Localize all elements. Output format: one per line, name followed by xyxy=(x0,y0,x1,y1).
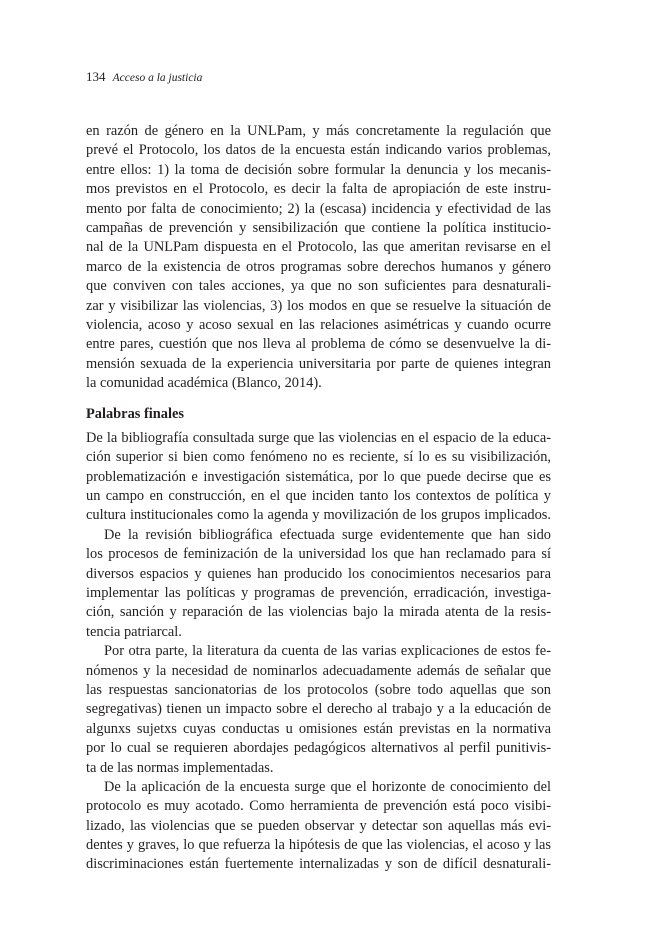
text-line: ción, sanción y reparación de las violencias bajo la mirada atenta de la resis- xyxy=(86,604,551,621)
text-line: De la revisión bibliográfica efectuada surge evidentemente que han sido xyxy=(104,526,551,543)
text-line: por lo cual se requieren abordajes pedagógicos alternativos al perfil punitivis- xyxy=(86,740,551,757)
paragraph-2 xyxy=(86,429,551,526)
text-line: ta de las normas implementadas. xyxy=(86,759,274,776)
text-line: diversos espacios y quienes han producido los conocimientos necesarios para xyxy=(86,565,551,582)
text-line: dentes y graves, lo que refuerza la hipótesis de que las violencias, el acoso y las xyxy=(86,837,551,854)
text-line: cultura institucionales como la agenda y movilización de los grupos implicados. xyxy=(86,507,551,524)
text-line: segregativas) tienen un impacto sobre el derecho al trabajo y a la educación de xyxy=(86,701,551,718)
paragraph-4 xyxy=(86,642,551,778)
text-line: lizado, las violencias que se pueden observar y detectar son aquellas más evi- xyxy=(86,817,551,834)
text-line: la comunidad académica (Blanco, 2014). xyxy=(86,375,322,392)
paragraph-5 xyxy=(86,778,551,875)
text-line: campañas de prevención y sensibilización que contiene la política institucio- xyxy=(86,219,551,236)
text-line: las respuestas sancionatorias de los protocolos (sobre todo aquellas que son xyxy=(86,681,551,698)
text-line: tencia patriarcal. xyxy=(86,623,182,640)
text-line: en razón de género en la UNLPam, y más concretamente la regulación que xyxy=(86,123,551,139)
text-line: nal de la UNLPam dispuesta en el Protocolo, las que ameritan revisarse en el xyxy=(86,239,551,256)
text-line: un campo en construcción, en el que inciden tanto los contextos de política y xyxy=(86,488,551,505)
text-line: discriminaciones están fuertemente internalizadas y son de difícil desnaturali- xyxy=(86,856,551,873)
text-line: implementar las políticas y programas de prevención, erradicación, investiga- xyxy=(86,584,551,601)
running-header xyxy=(86,69,202,86)
body-text xyxy=(86,122,551,875)
text-line: prevé el Protocolo, los datos de la encuesta están indicando varios problemas, xyxy=(86,142,551,159)
text-line: ción superior si bien como fenómeno no es reciente, sí lo es su visibilización, xyxy=(86,449,551,466)
running-title: Acceso a la justicia xyxy=(112,72,203,84)
paragraph-3 xyxy=(86,526,551,642)
text-line: algunxs sujetxs cuyas conductas u omisiones están previstas en la normativa xyxy=(86,720,551,737)
text-line: que conviven con tales acciones, ya que no son suficientes para desnaturali- xyxy=(86,278,551,295)
paragraph-1 xyxy=(86,122,551,393)
text-line: mos previstos en el Protocolo, es decir la falta de apropiación de este instru- xyxy=(86,181,551,198)
section-heading: Palabras finales xyxy=(86,406,184,423)
text-line: entre pares, cuestión que nos lleva al problema de cómo se desenvuelve la di- xyxy=(86,336,551,353)
text-line: entre ellos: 1) la toma de decisión sobre formular la denuncia y los mecanis- xyxy=(86,161,551,178)
text-line: los procesos de feminización de la universidad los que han reclamado para sí xyxy=(86,546,551,563)
text-line: Por otra parte, la literatura da cuenta de las varias explicaciones de estos fe- xyxy=(104,643,551,660)
text-line: violencia, acoso y acoso sexual en las relaciones asimétricas y cuando ocurre xyxy=(86,316,551,333)
text-line: mensión sexuada de la experiencia universitaria por parte de quienes integran xyxy=(86,355,551,372)
text-line: zar y visibilizar las violencias, 3) los modos en que se resuelve la situación de xyxy=(86,297,551,314)
text-line: nómenos y la necesidad de nominarlos adecuadamente además de señalar que xyxy=(86,662,551,679)
text-line: De la aplicación de la encuesta surge que el horizonte de conocimiento del xyxy=(104,778,551,795)
text-line: problematización e investigación sistemática, por lo que puede decirse que es xyxy=(86,468,551,485)
page-number: 134 xyxy=(86,69,106,84)
text-line: protocolo es muy acotado. Como herramienta de prevención está poco visibi- xyxy=(86,798,551,815)
text-line: De la bibliografía consultada surge que las violencias en el espacio de la educa- xyxy=(86,429,551,446)
text-line: marco de la existencia de otros programas sobre derechos humanos y género xyxy=(86,258,551,275)
text-line: mento por falta de conocimiento; 2) la (escasa) incidencia y efectividad de las xyxy=(86,200,551,217)
